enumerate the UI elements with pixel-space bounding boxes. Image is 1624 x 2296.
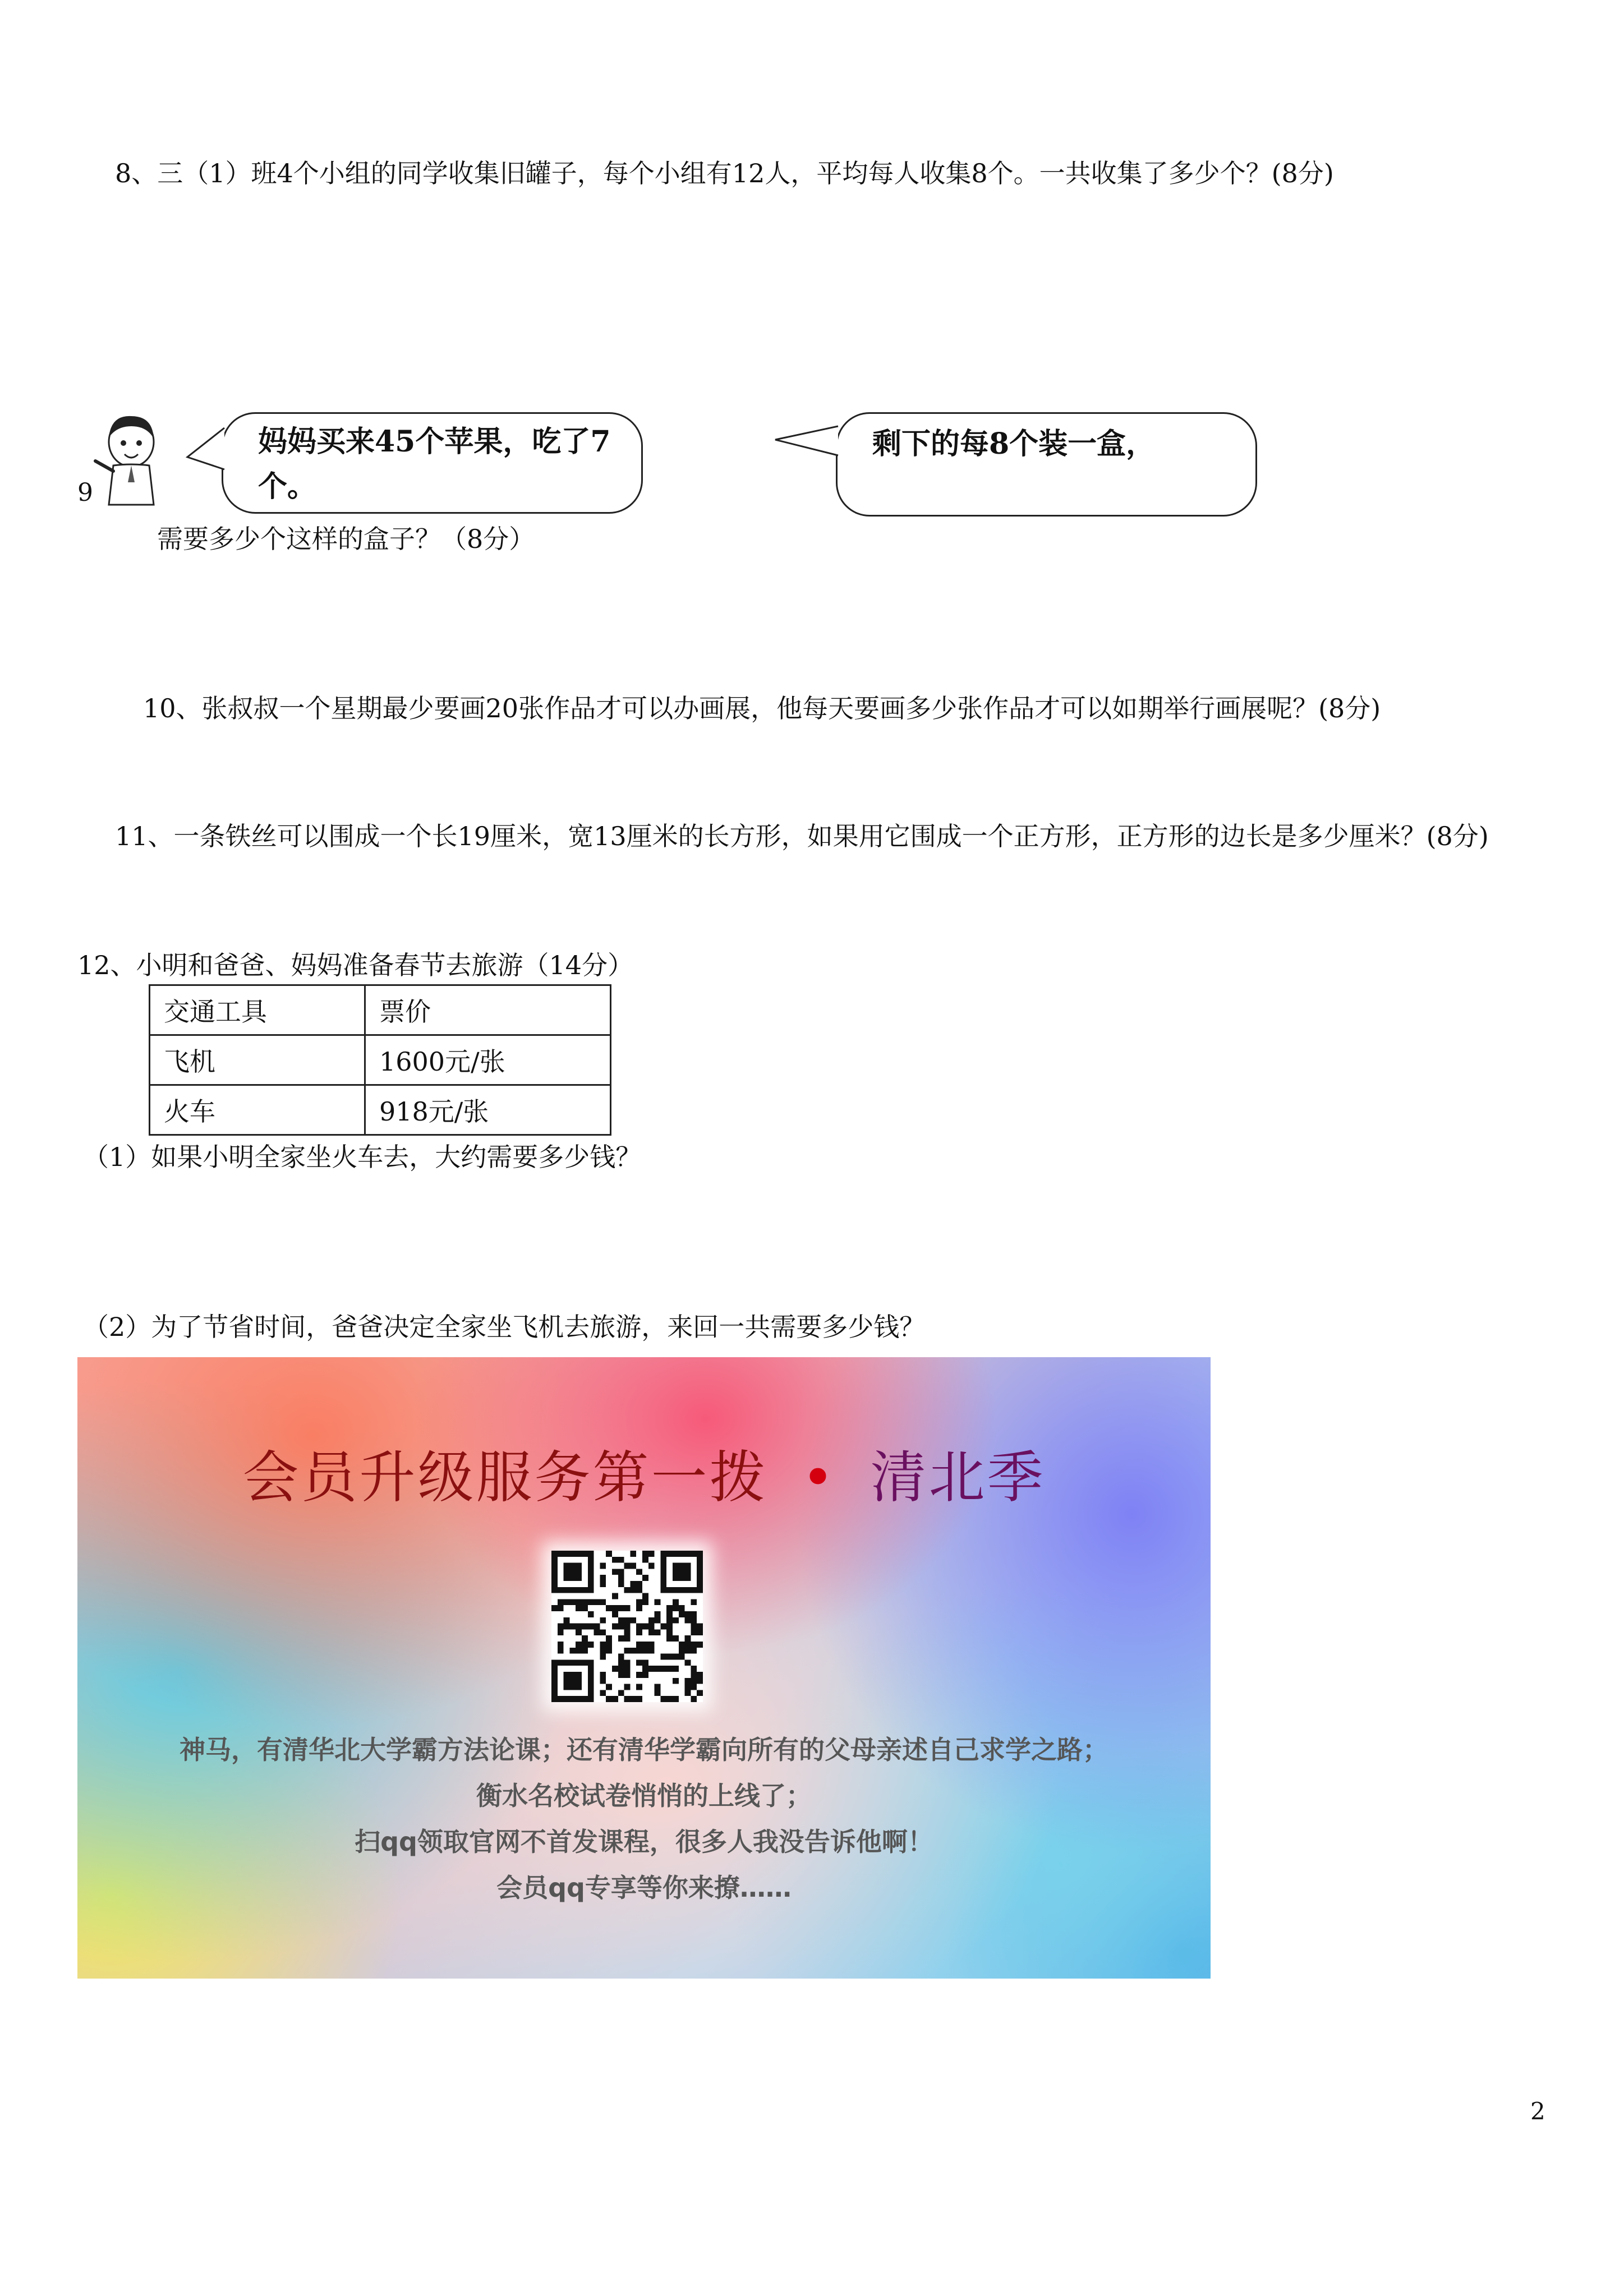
promo-title-dot: • [801,1445,837,1510]
qr-code-icon[interactable] [551,1551,703,1702]
speech-bubble-left-text: 妈妈买来45个苹果，吃了7个。 [258,425,611,504]
question-11 [115,819,1551,854]
promo-line: 衡水名校试卷悄悄的上线了； [476,1781,812,1811]
promo-line: 神马，有清华北大学霸方法论课；还有清华学霸向所有的父母亲述自己求学之路； [180,1735,1108,1765]
question-12-sub-1: （1）如果小明全家坐火车去，大约需要多少钱？ [83,1142,642,1172]
speech-bubble-tail-right [773,421,840,465]
promo-line: 会员qq专享等你来撩…… [496,1873,792,1903]
speech-bubble-right-text: 剩下的每8个装一盒， [872,427,1156,461]
question-10: 10、张叔叔一个星期最少要画20张作品才可以办画展，他每天要画多少张作品才可以如期举行画展呢？(8分) [143,693,1381,723]
question-12-sub-2: （2）为了节省时间，爸爸决定全家坐飞机去旅游，来回一共需要多少钱？ [83,1312,926,1342]
question-11-text: 11、一条铁丝可以围成一个长19厘米，宽13厘米的长方形，如果用它围成一个正方形，正方形的边长是多少厘米？(8分) [115,821,1489,851]
question-9-number: 9 [77,478,93,507]
promo-title [77,1441,1211,1514]
boy-cartoon-icon [91,409,169,508]
table-header-row [150,985,611,1035]
speech-bubble-tail-left [185,423,230,474]
promo-banner[interactable] [77,1357,1211,1979]
table-header-cell: 票价 [365,985,611,1035]
table-cell: 火车 [150,1085,365,1135]
question-12-title: 12、小明和爸爸、妈妈准备春节去旅游（14分） [77,950,634,980]
table-header-cell: 交通工具 [150,985,365,1035]
promo-line: 扫qq领取官网不首发课程，很多人我没告诉他啊！ [355,1827,933,1857]
fare-table [149,984,611,1136]
question-9-text: 需要多少个这样的盒子？（8分） [157,524,535,554]
promo-title-left: 会员升级服务第一拨 [242,1445,768,1510]
table-row [150,1085,611,1135]
table-cell: 918元/张 [365,1085,611,1135]
table-row [150,1035,611,1085]
page-number: 2 [1530,2097,1545,2125]
table-cell: 飞机 [150,1035,365,1085]
promo-title-right: 清北季 [870,1445,1046,1510]
table-cell: 1600元/张 [365,1035,611,1085]
question-8: 8、三（1）班4个小组的同学收集旧罐子，每个小组有12人，平均每人收集8个。一共收集了多少个？(8分) [115,158,1334,188]
